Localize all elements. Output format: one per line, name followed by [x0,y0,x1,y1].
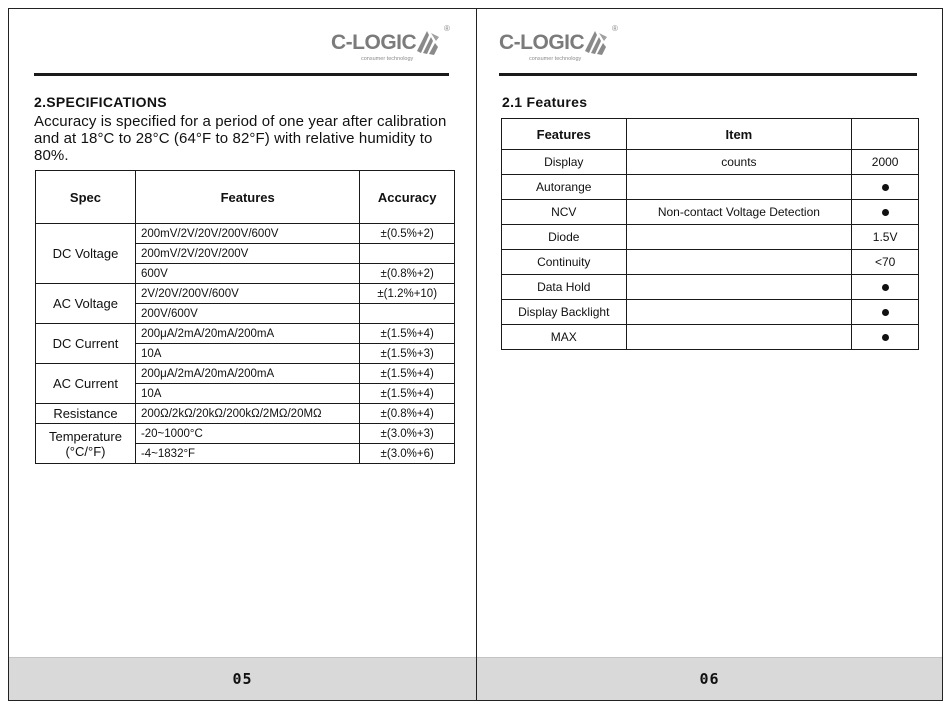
feature-cell: 2V/20V/200V/600V [135,284,359,304]
value-cell [852,300,919,325]
table-row [502,175,919,200]
item-cell [626,225,852,250]
table-row [502,275,919,300]
spec-cell: Temperature (°C/°F) [36,424,136,464]
feature-cell: 10A [135,384,359,404]
feature-cell: -4~1832°F [135,444,359,464]
registered-mark: ® [444,24,450,33]
table-row [502,325,919,350]
registered-mark: ® [612,24,618,33]
table-row [36,324,455,344]
feature-cell: Diode [502,225,627,250]
table-row [502,225,919,250]
spec-cell: AC Current [36,364,136,404]
accuracy-cell: ±(3.0%+3) [360,424,455,444]
logo-tagline: consumer technology [529,56,582,62]
accuracy-cell [360,244,455,264]
accuracy-cell: ±(3.0%+6) [360,444,455,464]
feature-cell: 600V [135,264,359,284]
value-cell [852,175,919,200]
accuracy-cell: ±(1.2%+10) [360,284,455,304]
header-rule [499,73,917,76]
supported-dot-icon [882,309,889,316]
feature-cell: Display Backlight [502,300,627,325]
feature-cell: Display [502,150,627,175]
table-row [36,364,455,384]
value-cell: 2000 [852,150,919,175]
feature-cell: 200V/600V [135,304,359,324]
item-cell: counts [626,150,852,175]
feature-cell: 200μA/2mA/20mA/200mA [135,324,359,344]
left-page [8,8,477,701]
supported-dot-icon [882,184,889,191]
table-row [36,404,455,424]
item-cell [626,250,852,275]
page-number: 05 [232,670,253,688]
item-cell [626,275,852,300]
header-row [502,119,919,150]
supported-dot-icon [882,209,889,216]
table-row [502,250,919,275]
table-row [502,150,919,175]
feature-cell: 200mV/2V/20V/200V [135,244,359,264]
table-row [36,224,455,244]
value-cell: <70 [852,250,919,275]
item-cell [626,300,852,325]
feature-cell: MAX [502,325,627,350]
logo-wordmark: C-LOGIC [499,31,585,54]
value-cell [852,275,919,300]
logo-mark-icon [413,27,443,57]
accuracy-cell [360,304,455,324]
item-cell: Non-contact Voltage Detection [626,200,852,225]
table-row [502,200,919,225]
page-footer [477,657,942,700]
feature-cell: 200μA/2mA/20mA/200mA [135,364,359,384]
value-cell [852,325,919,350]
value-cell: 1.5V [852,225,919,250]
clogic-logo [499,25,629,69]
logo-tagline: consumer technology [361,56,414,62]
accuracy-cell: ±(0.5%+2) [360,224,455,244]
feature-cell: Continuity [502,250,627,275]
features-table [501,118,919,350]
accuracy-cell: ±(0.8%+2) [360,264,455,284]
feature-cell: Autorange [502,175,627,200]
table-row [36,284,455,304]
logo-wordmark: C-LOGIC [331,31,417,54]
feature-cell: 200mV/2V/20V/200V/600V [135,224,359,244]
table-row [502,300,919,325]
page-footer [9,657,476,700]
header-rule [34,73,449,76]
column-header: Spec [36,171,136,224]
table-row [36,424,455,444]
feature-cell: 10A [135,344,359,364]
section-heading: 2.SPECIFICATIONS [34,94,167,110]
feature-cell: NCV [502,200,627,225]
spec-cell: DC Voltage [36,224,136,284]
feature-cell: -20~1000°C [135,424,359,444]
page-number: 06 [699,670,720,688]
accuracy-cell: ±(1.5%+3) [360,344,455,364]
column-header: Features [135,171,359,224]
column-header: Accuracy [360,171,455,224]
supported-dot-icon [882,284,889,291]
right-page [476,8,943,701]
item-cell [626,175,852,200]
clogic-logo [331,25,461,69]
section-heading: 2.1 Features [502,94,588,110]
spec-cell: Resistance [36,404,136,424]
feature-cell: 200Ω/2kΩ/20kΩ/200kΩ/2MΩ/20MΩ [135,404,359,424]
column-header [852,119,919,150]
accuracy-cell: ±(1.5%+4) [360,364,455,384]
accuracy-cell: ±(0.8%+4) [360,404,455,424]
value-cell [852,200,919,225]
header-row [36,171,455,224]
accuracy-cell: ±(1.5%+4) [360,384,455,404]
spec-cell: AC Voltage [36,284,136,324]
column-header: Features [502,119,627,150]
specifications-table [35,170,455,464]
spec-cell: DC Current [36,324,136,364]
logo-mark-icon [581,27,611,57]
feature-cell: Data Hold [502,275,627,300]
column-header: Item [626,119,852,150]
accuracy-cell: ±(1.5%+4) [360,324,455,344]
item-cell [626,325,852,350]
supported-dot-icon [882,334,889,341]
intro-paragraph: Accuracy is specified for a period of one year after calibration and at 18°C to 28°C (64°F to 82°F) with relative humidity to 80%. [34,113,447,164]
